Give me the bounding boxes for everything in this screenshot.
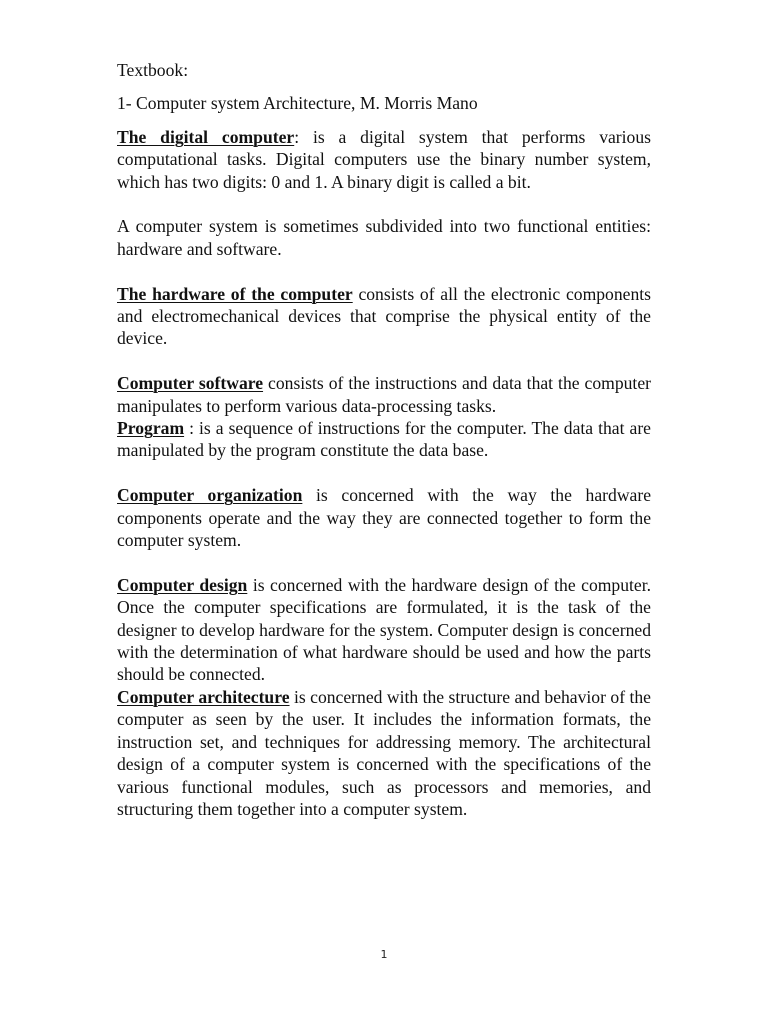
term-hardware: The hardware of the computer bbox=[117, 283, 353, 304]
paragraph-software bbox=[117, 372, 651, 417]
definition-organization: is concerned with the way the hardware components operate and the way they are connected together to form the computer system. bbox=[117, 485, 652, 551]
paragraph-architecture bbox=[117, 686, 651, 820]
definition-software: consists of the instructions and data that the computer manipulates to perform various data-processing tasks. bbox=[117, 373, 651, 416]
textbook-reference: 1- Computer system Architecture, M. Morris Mano bbox=[117, 93, 478, 114]
page-number: 1 bbox=[380, 948, 388, 961]
paragraph-design bbox=[117, 574, 651, 686]
paragraph-digital-computer bbox=[117, 126, 651, 193]
paragraph-organization bbox=[117, 484, 651, 551]
paragraph-subdivision bbox=[117, 215, 651, 260]
text-subdivision: A computer system is sometimes subdivided into two functional entities: hardware and software. bbox=[117, 216, 651, 259]
definition-program: : is a sequence of instructions for the computer. The data that are manipulated by the program constitute the data base. bbox=[117, 418, 651, 461]
term-software: Computer software bbox=[117, 373, 264, 394]
definition-design: is concerned with the hardware design of the computer. Once the computer specifications are formulated, it is the task of the designer to develop hardware for the system. Computer design is concerned with the determination of what hardware should be used and how the parts should be connected. bbox=[117, 574, 652, 685]
term-design: Computer design bbox=[117, 574, 248, 595]
definition-digital-computer: : is a digital system that performs various computational tasks. Digital computers use the binary number system, which has two digits: 0 and 1. A binary digit is called a bit. bbox=[117, 126, 651, 192]
page-content bbox=[117, 59, 651, 820]
term-organization: Computer organization bbox=[117, 485, 303, 506]
paragraph-program bbox=[117, 417, 651, 462]
definition-architecture: is concerned with the structure and behavior of the computer as seen by the user. It includes the information formats, the instruction set, and techniques for addressing memory. The architectural design of a computer system is concerned with the specifications of the various functional modules, such as processors and memories, and structuring them together into a computer system. bbox=[117, 686, 651, 819]
textbook-heading: Textbook: bbox=[117, 60, 189, 80]
term-architecture: Computer architecture bbox=[117, 686, 290, 707]
definition-hardware: consists of all the electronic components and electromechanical devices that comprise the physical entity of the device. bbox=[117, 283, 651, 349]
term-digital-computer: The digital computer bbox=[117, 126, 295, 147]
paragraph-hardware bbox=[117, 283, 651, 350]
term-program: Program bbox=[117, 418, 185, 439]
